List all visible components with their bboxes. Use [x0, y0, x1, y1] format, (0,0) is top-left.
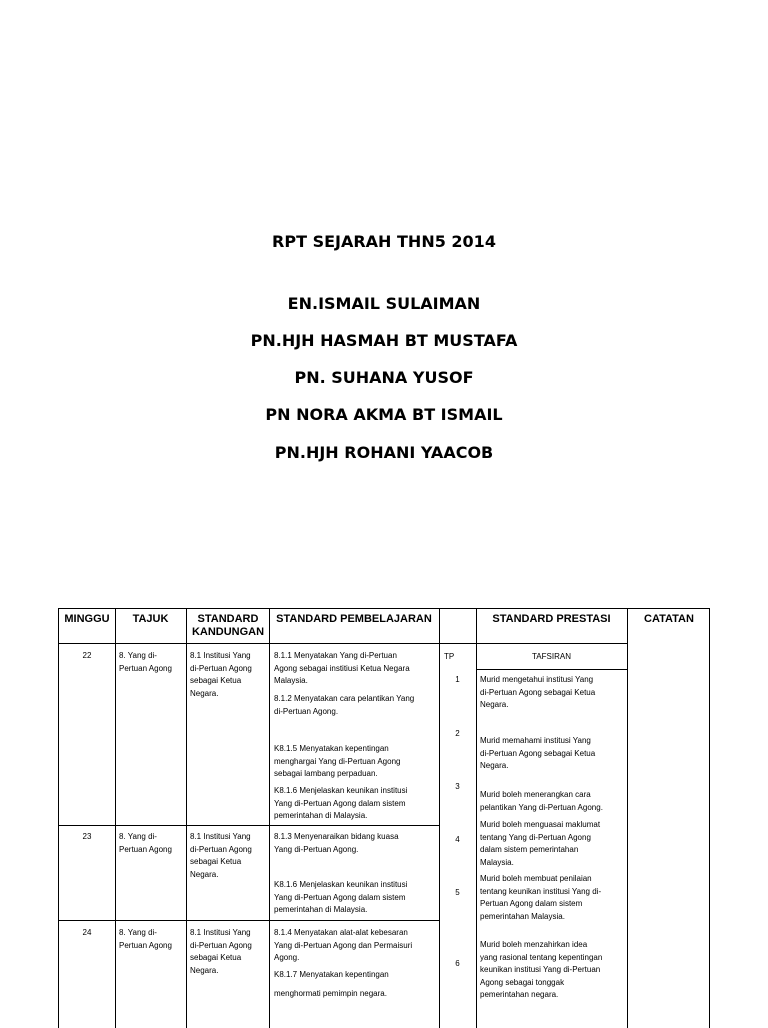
row-pembelajaran-item: 8.1.3 Menyenaraikan bidang kuasa Yang di-Pertuan Agong. [274, 832, 399, 854]
row-pembelajaran-item: 8.1.2 Menyatakan cara pelantikan Yang di-Pertuan Agong. [274, 694, 415, 716]
tafsiran-text: Murid boleh menguasai maklumat tentang Yang di-Pertuan Agong dalam sistem pemerintahan Malaysia. [480, 820, 601, 867]
subheader-tp: TP [444, 652, 455, 661]
row-tajuk: 8. Yang di- Pertuan Agong [119, 832, 172, 854]
teacher-name-5: PN.HJH ROHANI YAACOB [274, 443, 494, 462]
tp-level: 6 [455, 959, 460, 968]
row-minggu: 24 [82, 928, 92, 937]
header-minggu: MINGGU [64, 613, 110, 625]
row-standard-kandungan: 8.1 Institusi Yang di-Pertuan Agong sebagai Ketua Negara. [190, 928, 252, 975]
teacher-name-4: PN NORA AKMA BT ISMAIL [265, 405, 503, 424]
tafsiran-text: Murid boleh menerangkan cara pelantikan Yang di-Pertuan Agong. [480, 790, 603, 812]
row-standard-kandungan: 8.1 Institusi Yang di-Pertuan Agong sebagai Ketua Negara. [190, 651, 252, 698]
tafsiran-text: Murid boleh menzahirkan idea yang rasional tentang kepentingan keunikan institusi Yang di-Pertuan Agong sebagai tonggak pemerintahan negara. [480, 940, 603, 999]
tp-level: 1 [455, 675, 460, 684]
tp-level: 5 [455, 888, 460, 897]
header-standard-kandungan: STANDARD KANDUNGAN [191, 613, 265, 638]
tafsiran-text: Murid memahami institusi Yang di-Pertuan Agong sebagai Ketua Negara. [480, 736, 596, 770]
tp-level: 3 [455, 782, 460, 791]
row-minggu: 22 [82, 651, 92, 660]
tp-level: 2 [455, 729, 460, 738]
document-title: RPT SEJARAH THN5 2014 [272, 232, 496, 251]
row-pembelajaran-item: 8.1.4 Menyatakan alat-alat kebesaran Yang di-Pertuan Agong dan Permaisuri Agong. [274, 928, 413, 962]
teacher-name-2: PN.HJH HASMAH BT MUSTAFA [250, 331, 518, 350]
tafsiran-text: Murid mengetahui institusi Yang di-Pertuan Agong sebagai Ketua Negara. [480, 675, 596, 709]
row-standard-kandungan: 8.1 Institusi Yang di-Pertuan Agong sebagai Ketua Negara. [190, 832, 252, 879]
header-tajuk: TAJUK [132, 613, 169, 625]
subheader-tafsiran: TAFSIRAN [532, 652, 571, 661]
header-catatan: CATATAN [644, 613, 694, 625]
teacher-name-3: PN. SUHANA YUSOF [294, 368, 474, 387]
row-minggu: 23 [82, 832, 92, 841]
teacher-name-1: EN.ISMAIL SULAIMAN [287, 294, 481, 313]
row-pembelajaran-item: K8.1.6 Menjelaskan keunikan institusi Yang di-Pertuan Agong dalam sistem pemerintahan di Malaysia. [274, 786, 408, 820]
row-tajuk: 8. Yang di- Pertuan Agong [119, 928, 172, 950]
header-standard-pembelajaran: STANDARD PEMBELAJARAN [276, 613, 432, 625]
row-pembelajaran-item: menghormati pemimpin negara. [274, 989, 387, 998]
row-pembelajaran-item: 8.1.1 Menyatakan Yang di-Pertuan Agong sebagai institiusi Ketua Negara Malaysia. [274, 651, 410, 685]
row-pembelajaran-item: K8.1.6 Menjelaskan keunikan institusi Yang di-Pertuan Agong dalam sistem pemerintahan di Malaysia. [274, 880, 408, 914]
row-pembelajaran-item: K8.1.5 Menyatakan kepentingan menghargai Yang di-Pertuan Agong sebagai lambang perpaduan. [274, 744, 401, 778]
row-pembelajaran-item: K8.1.7 Menyatakan kepentingan [274, 970, 389, 979]
lesson-plan-table [58, 608, 710, 1028]
header-standard-prestasi: STANDARD PRESTASI [492, 613, 611, 625]
tp-level: 4 [455, 835, 460, 844]
row-tajuk: 8. Yang di- Pertuan Agong [119, 651, 172, 673]
tafsiran-text: Murid boleh membuat penilaian tentang keunikan institusi Yang di- Pertuan Agong dalam sistem pemerintahan Malaysia. [480, 874, 602, 921]
